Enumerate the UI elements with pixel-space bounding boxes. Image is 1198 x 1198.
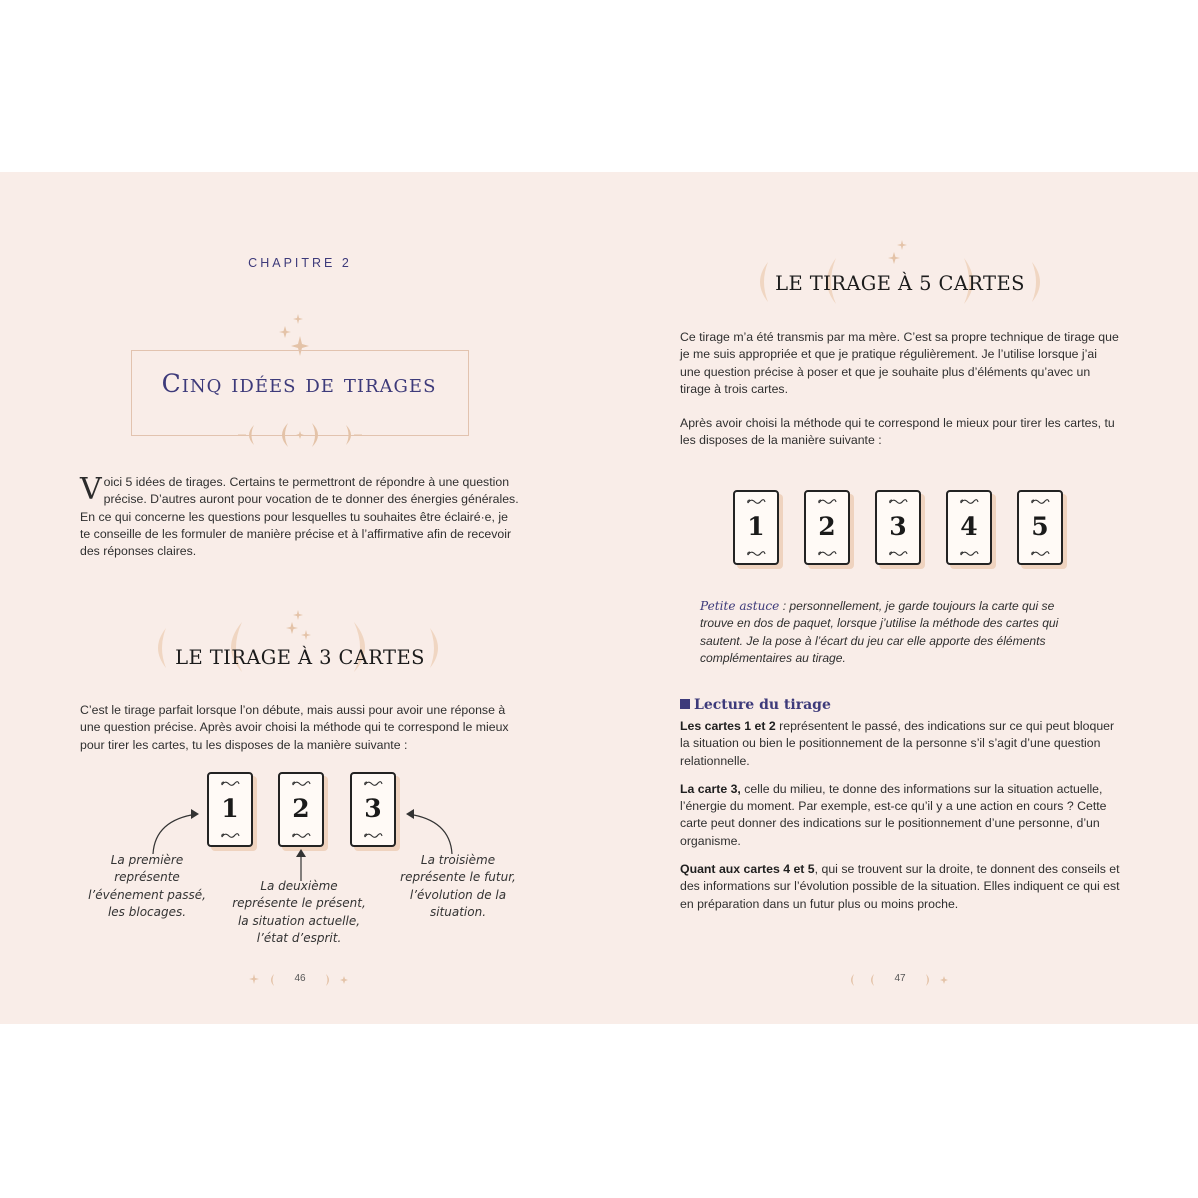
tip-text: : personnellement, je garde toujours la carte qui se trouve en dos de paquet, lorsque j’utilise la méthode des cartes qui sautent. Je la pose à l’écart du jeu car elle apporte des éléments complémentaires au tirage. [700, 599, 1059, 665]
reading-subheading-text: Lecture du tirage [694, 697, 831, 713]
tarot-card [207, 772, 253, 847]
section-5-paragraph-2: Après avoir choisi la méthode qui te correspond le mieux pour tirer les cartes, tu les disposes de la manière suivante : [680, 416, 1115, 448]
reading-block [680, 718, 1120, 924]
tarot-card [278, 772, 324, 847]
flourish-icon [888, 497, 908, 506]
intro-paragraph [80, 474, 520, 560]
arrow-icon [400, 802, 460, 857]
card-number: 1 [747, 512, 765, 541]
reading-bold: Les cartes 1 et 2 [680, 719, 776, 733]
flourish-icon [291, 831, 311, 840]
card-number: 2 [818, 512, 836, 541]
arrow-icon [145, 802, 205, 857]
caption-first-card: La première représente l’événement passé, les blocages. [88, 853, 206, 919]
section-5-paragraph-1: Ce tirage m’a été transmis par ma mère. C’est sa propre technique de tirage que je me suis appropriée et que je pratique régulièrement. Je l’utilise lorsque j’ai une question précise à poser et que je souhaite plus d’éléments qu’avec un tirage à trois cartes. [680, 330, 1119, 396]
flourish-icon [220, 831, 240, 840]
chapter-label: CHAPITRE 2 [248, 256, 352, 270]
tarot-card [733, 490, 779, 565]
flourish-icon [1030, 497, 1050, 506]
moon-crescent-icon [238, 420, 362, 450]
flourish-icon [291, 779, 311, 788]
section-3-paragraph: C’est le tirage parfait lorsque l’on débute, mais aussi pour avoir une réponse à une question précise. Après avoir choisi la méthode qui te correspond le mieux pour tirer les cartes, tu les disposes de la manière suivante : [80, 703, 509, 752]
flourish-icon [746, 497, 766, 506]
flourish-icon [363, 779, 383, 788]
chapter-title: Cinq idées de tirages [161, 369, 437, 398]
reading-text: celle du milieu, te donne des informations sur la situation actuelle, l’énergie du moment. Par exemple, est-ce qu’il y a une action en cours ? Cette carte peut donner des indications sur le positionnement d’une personne, d’un organisme. [680, 781, 1107, 848]
card-number: 3 [364, 794, 382, 823]
caption-third-card: La troisième représente le futur, l’évolution de la situation. [400, 853, 516, 919]
caption-second-card: La deuxième représente le présent, la situation actuelle, l’état d’esprit. [232, 879, 366, 945]
section-title-3-cards: LE TIRAGE À 3 CARTES [175, 646, 425, 669]
reading-text: représentent le passé, des indications sur ce qui peut bloquer la situation ou bien le positionnement de la personne s’il s’agit d’une question relationnelle. [680, 719, 1115, 768]
flourish-icon [817, 497, 837, 506]
tarot-card [1017, 490, 1063, 565]
reading-paragraph [680, 718, 1120, 770]
section-title-5-cards: LE TIRAGE À 5 CARTES [775, 272, 1025, 295]
card-number: 1 [221, 794, 239, 823]
arrow-icon [294, 848, 308, 882]
card-number: 5 [1031, 512, 1049, 541]
tarot-card [875, 490, 921, 565]
tarot-card [350, 772, 396, 847]
drop-cap: V [80, 472, 102, 507]
flourish-icon [959, 497, 979, 506]
tarot-card [804, 490, 850, 565]
flourish-icon [363, 831, 383, 840]
reading-subheading [680, 697, 831, 713]
flourish-icon [746, 549, 766, 558]
page-number-left: 46 [294, 973, 306, 984]
intro-text: oici 5 idées de tirages. Certains te permettront de répondre à une question précise. D’autres auront pour vocation de te donner des énergies générales. En ce qui concerne les questions pour lesquelles tu souhaites être éclairé·e, je te conseille de les formuler de manière précise et à l’affirmative afin de recevoir des réponses claires. [80, 475, 519, 559]
page-number-right: 47 [894, 973, 906, 984]
flourish-icon [1030, 549, 1050, 558]
square-bullet-icon [680, 699, 690, 709]
tip-lead: Petite astuce [700, 599, 780, 613]
reading-bold: Quant aux cartes 4 et 5 [680, 862, 815, 877]
flourish-icon [959, 549, 979, 558]
reading-paragraph [680, 781, 1120, 850]
book-spread [0, 172, 1198, 1024]
flourish-icon [220, 779, 240, 788]
flourish-icon [888, 549, 908, 558]
tip-block [700, 598, 1090, 667]
reading-bold: La carte 3, [680, 781, 741, 796]
tarot-card [946, 490, 992, 565]
reading-paragraph [680, 861, 1120, 913]
card-number: 3 [889, 512, 907, 541]
card-number: 2 [292, 794, 310, 823]
card-number: 4 [960, 512, 978, 541]
reading-text: , qui se trouvent sur la droite, te donnent des conseils et des informations sur l’évolution possible de la situation. Elles indiquent ce qui est en préparation dans un futur plus ou moins proche. [680, 862, 1120, 911]
flourish-icon [817, 549, 837, 558]
